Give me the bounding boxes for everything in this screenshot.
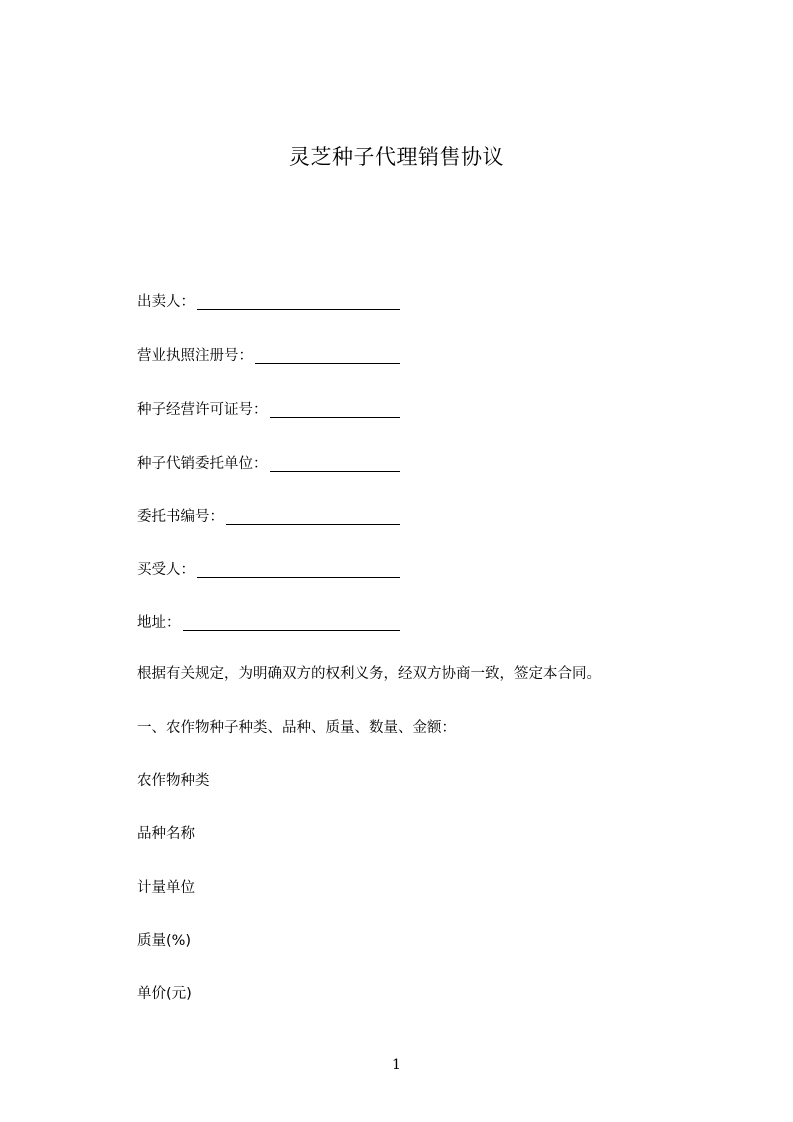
consigning-unit-field (137, 450, 400, 474)
page-number: 1 (392, 1057, 401, 1073)
section-1-heading: 一、农作物种子种类、品种、质量、数量、金额： (137, 720, 456, 736)
business-license-field (137, 342, 400, 366)
business-license-label: 营业执照注册号： (137, 348, 253, 364)
address-field (137, 609, 400, 633)
buyer-label: 买受人： (137, 562, 195, 578)
buyer-field (137, 556, 400, 580)
commission-number-blank-line[interactable] (226, 508, 400, 525)
item-quality-percent: 质量(%) (137, 933, 192, 949)
commission-number-label: 委托书编号： (137, 509, 224, 525)
item-variety-name: 品种名称 (137, 826, 195, 842)
document-title: 灵芝种子代理销售协议 (289, 145, 504, 169)
seed-permit-field (137, 396, 400, 420)
consigning-unit-blank-line[interactable] (270, 455, 401, 472)
item-unit-price: 单价(元) (137, 986, 192, 1002)
seller-label: 出卖人： (137, 294, 195, 310)
address-blank-line[interactable] (183, 614, 401, 631)
seed-permit-blank-line[interactable] (270, 401, 401, 418)
item-crop-type: 农作物种类 (137, 773, 210, 789)
preamble-paragraph: 根据有关规定，为明确双方的权利义务，经双方协商一致，签定本合同。 (137, 666, 601, 682)
seller-blank-line[interactable] (197, 293, 400, 310)
commission-number-field (137, 503, 400, 527)
consigning-unit-label: 种子代销委托单位： (137, 456, 268, 472)
buyer-blank-line[interactable] (197, 561, 400, 578)
address-label: 地址： (137, 615, 181, 631)
seller-field (137, 288, 400, 312)
item-unit-of-measure: 计量单位 (137, 880, 195, 896)
business-license-blank-line[interactable] (255, 347, 400, 364)
seed-permit-label: 种子经营许可证号： (137, 402, 268, 418)
